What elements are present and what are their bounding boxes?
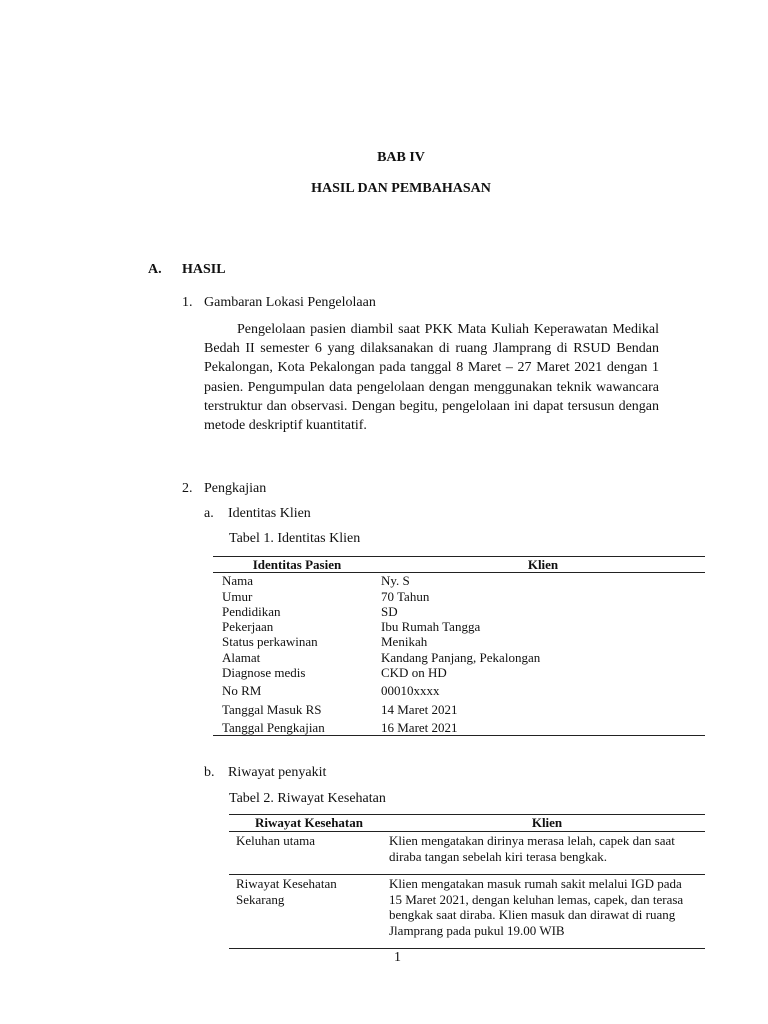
table-row [213, 665, 705, 680]
table-cell: No RM [222, 683, 262, 699]
table-row [213, 573, 705, 589]
table-cell: Kandang Panjang, Pekalongan [381, 649, 541, 665]
table-cell: Klien mengatakan dirinya merasa lelah, capek dan saat diraba tangan sebelah kiri terasa bengkak. [389, 832, 705, 875]
page-number: 1 [394, 950, 401, 965]
table-row [213, 699, 705, 717]
item1-paragraph: Pengelolaan pasien diambil saat PKK Mata Kuliah Keperawatan Medikal Bedah II semester 6 yang dilaksanakan di ruang Jlamprang di RSUD Bendan Pekalongan, Kota Pekalongan pada tanggal 8 Maret – 27 Maret 2021 dengan 1 pasien. Pengumpulan data pengelolaan dengan menggunakan teknik wawancara terstruktur dan observasi. Dengan begitu, pengelolaan ini dapat tersusun dengan metode deskriptif kuantitatif. [204, 322, 659, 434]
health-history-table [229, 814, 705, 949]
item1-title: Gambaran Lokasi Pengelolaan [204, 295, 376, 310]
table-row [213, 650, 705, 665]
chapter-title: HASIL DAN PEMBAHASAN [311, 181, 491, 196]
section-letter: A. [148, 262, 162, 277]
table-header-cell: Riwayat Kesehatan [229, 815, 389, 832]
section-title: HASIL [182, 262, 226, 277]
table-row [213, 604, 705, 619]
table-row [229, 832, 705, 875]
table1-caption: Tabel 1. Identitas Klien [229, 531, 361, 546]
table-cell: Nama [222, 573, 254, 589]
sub-b-letter: b. [204, 765, 215, 780]
table-row [213, 634, 705, 649]
table-row [213, 717, 705, 736]
table-cell: Umur [222, 588, 253, 604]
sub-a-title: Identitas Klien [228, 506, 311, 521]
table-cell: 00010xxxx [381, 683, 440, 699]
table-row [213, 680, 705, 698]
table-header-cell: Klien [381, 557, 705, 573]
table-cell: Ny. S [381, 573, 410, 589]
table-cell: Status perkawinan [222, 634, 318, 650]
table-cell: Klien mengatakan masuk rumah sakit melalui IGD pada 15 Maret 2021, dengan keluhan lemas, capek, dan terasa bengkak saat diraba. Klien masuk dan dirawat di ruang Jlamprang pada pukul 19.00 WIB [389, 875, 705, 949]
sub-a-letter: a. [204, 506, 214, 521]
table-header-row [213, 557, 705, 573]
table-header-row [229, 815, 705, 832]
table-cell: 16 Maret 2021 [381, 717, 705, 736]
table-cell: Tanggal Pengkajian [213, 717, 381, 736]
table-row [213, 619, 705, 634]
sub-b-title: Riwayat penyakit [228, 765, 327, 780]
table-cell: 70 Tahun [381, 588, 430, 604]
table-cell: Riwayat Kesehatan Sekarang [229, 875, 389, 949]
table-row [213, 589, 705, 604]
table-cell: Ibu Rumah Tangga [381, 619, 481, 635]
chapter-heading: BAB IV [377, 150, 425, 165]
table-row [229, 875, 705, 949]
table-cell: Pekerjaan [222, 619, 274, 635]
item2-number: 2. [182, 481, 193, 496]
item1-number: 1. [182, 295, 193, 310]
table-cell: Alamat [222, 649, 261, 665]
table-cell: CKD on HD [381, 665, 447, 681]
table-cell: Pendidikan [222, 603, 281, 619]
table-cell: Diagnose medis [222, 665, 306, 681]
identity-table [213, 556, 705, 736]
table-cell: Tanggal Masuk RS [222, 701, 322, 717]
table-header-cell: Identitas Pasien [213, 557, 381, 573]
table-cell: 14 Maret 2021 [381, 701, 458, 717]
table2-caption: Tabel 2. Riwayat Kesehatan [229, 791, 386, 806]
table-cell: Keluhan utama [229, 832, 389, 875]
table-cell: Menikah [381, 634, 428, 650]
item2-title: Pengkajian [204, 481, 267, 496]
table-header-cell: Klien [389, 815, 705, 832]
table-cell: SD [381, 603, 398, 619]
